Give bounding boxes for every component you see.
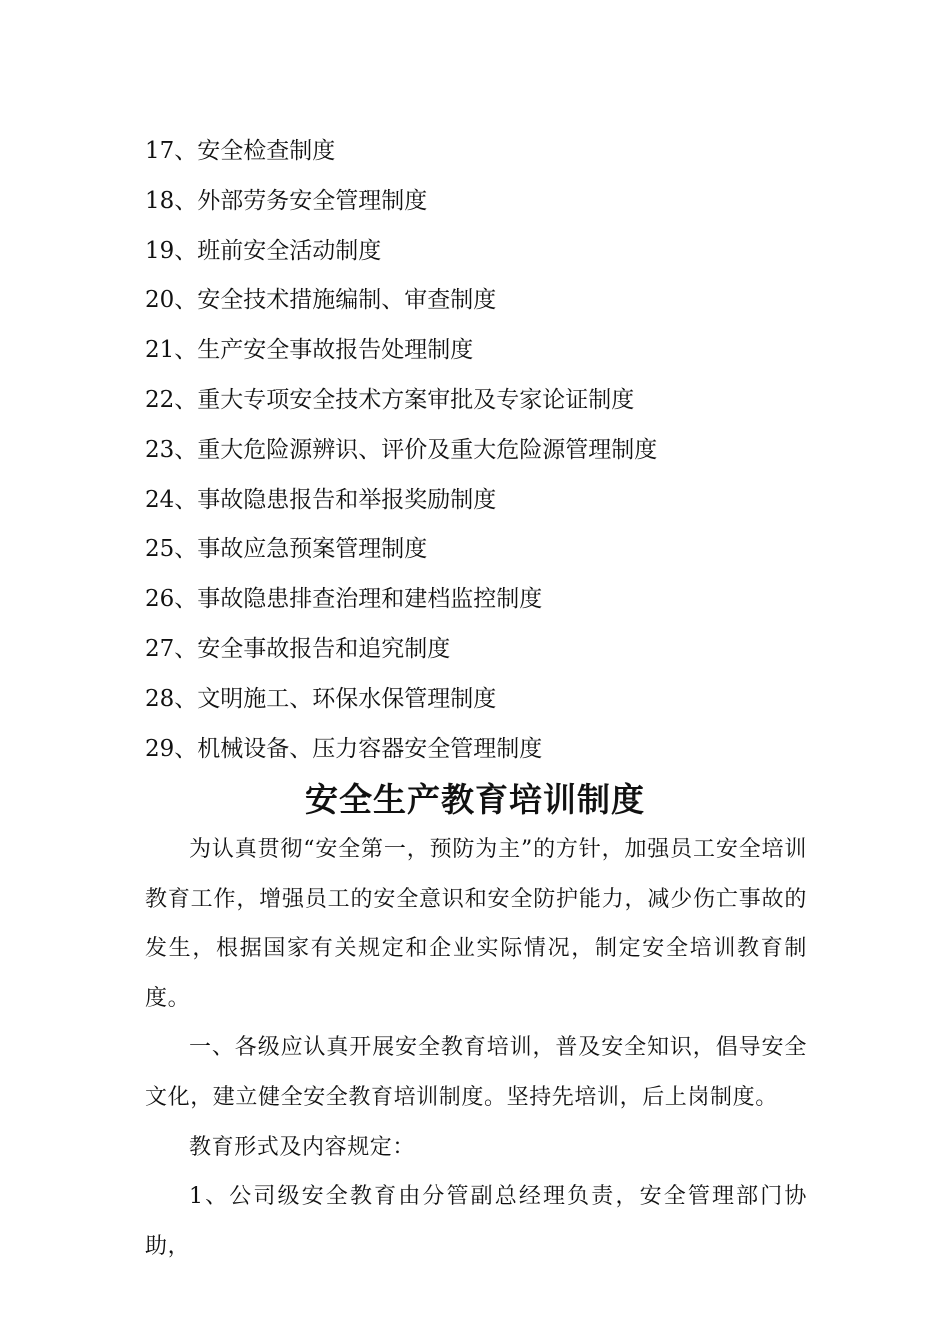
list-item: 19、班前安全活动制度 (145, 237, 382, 264)
list-item: 20、安全技术措施编制、审查制度 (145, 287, 497, 314)
list-item: 28、文明施工、环保水保管理制度 (145, 685, 497, 712)
list-item: 22、重大专项安全技术方案审批及专家论证制度 (145, 386, 635, 413)
list-item: 25、事故应急预案管理制度 (145, 536, 428, 563)
list-item: 21、生产安全事故报告处理制度 (145, 337, 474, 364)
paragraph: 一、各级应认真开展安全教育培训，普及安全知识，倡导安全文化，建立健全安全教育培训制度。坚持先培训，后上岗制度。 (145, 1035, 807, 1110)
regulation-list (145, 128, 825, 775)
list-item: 26、事故隐患排查治理和建档监控制度 (145, 586, 543, 613)
section-title: 安全生产教育培训制度 (305, 780, 645, 819)
paragraph: 为认真贯彻“安全第一，预防为主”的方针，加强员工安全培训教育工作，增强员工的安全意识和安全防护能力，减少伤亡事故的发生，根据国家有关规定和企业实际情况，制定安全培训教育制度。 (145, 837, 807, 1011)
paragraph: 教育形式及内容规定： (189, 1134, 416, 1160)
list-item: 18、外部劳务安全管理制度 (145, 187, 428, 214)
list-item: 29、机械设备、压力容器安全管理制度 (145, 735, 543, 762)
list-item: 27、安全事故报告和追究制度 (145, 635, 451, 662)
list-item: 17、安全检查制度 (145, 138, 336, 164)
list-item: 24、事故隐患报告和举报奖励制度 (145, 486, 497, 513)
paragraph: 1、公司级安全教育由分管副总经理负责，安全管理部门协助， (145, 1184, 807, 1259)
body-text (145, 825, 807, 1271)
list-item: 23、重大危险源辨识、评价及重大危险源管理制度 (145, 436, 658, 463)
